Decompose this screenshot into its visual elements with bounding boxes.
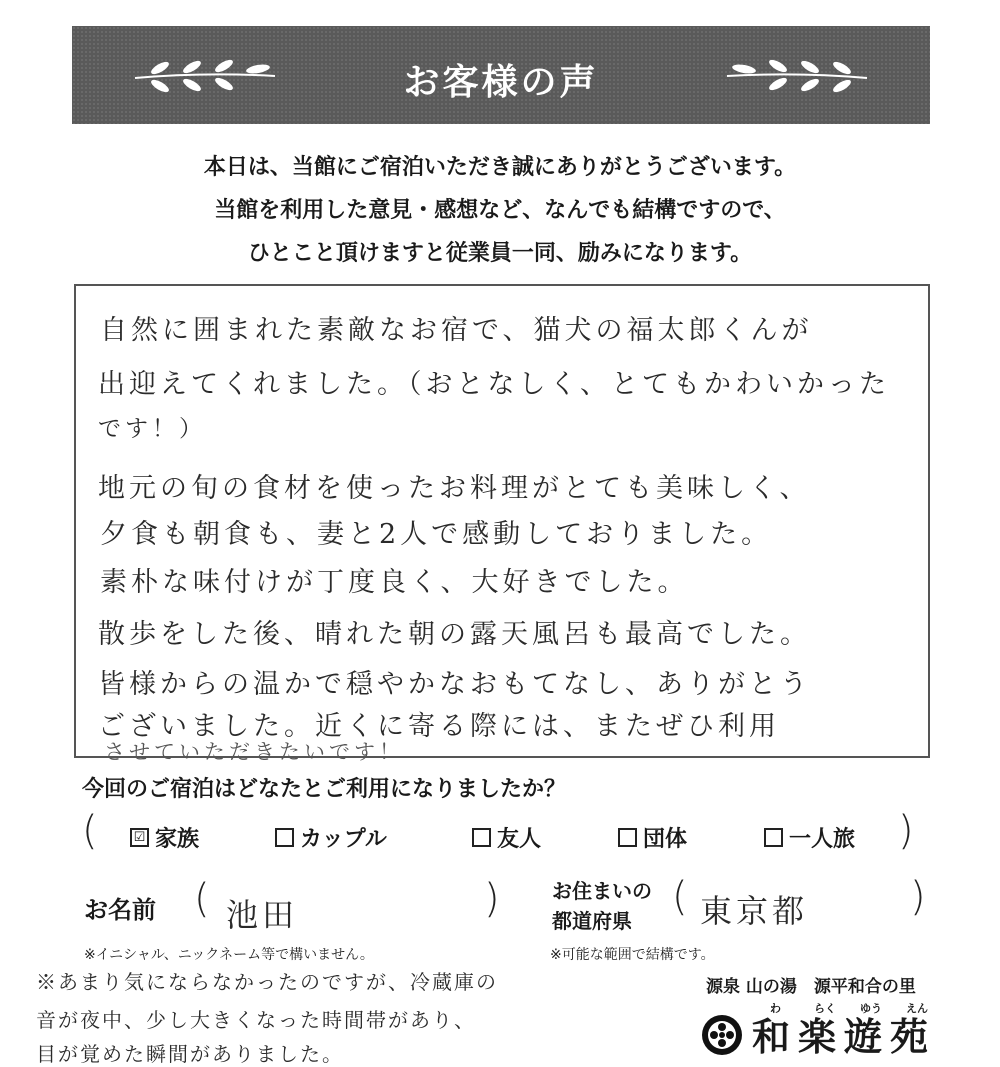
checkbox-solo[interactable] bbox=[764, 828, 783, 847]
paren-open: ( bbox=[82, 808, 98, 854]
comment-line: 出迎えてくれました。（おとなしく、とてもかわいかった bbox=[98, 369, 890, 400]
page-title: お客様の声 bbox=[403, 62, 599, 103]
comment-line: 自然に囲まれた素敵なお宿で、猫犬の福太郎くんが bbox=[100, 315, 813, 346]
name-note: ※イニシャル、ニックネーム等で構いません。 bbox=[84, 947, 374, 963]
option-friend[interactable] bbox=[472, 822, 541, 853]
option-solo-label: 一人旅 bbox=[789, 827, 856, 852]
name-value[interactable]: 池田 bbox=[226, 896, 299, 934]
residence-label-line-2: 都道府県 bbox=[552, 909, 632, 933]
intro-line-2: 当館を利用した意見・感想など、なんでも結構ですので、 bbox=[214, 198, 786, 223]
comment-line: 素朴な味付けが丁度良く、大好きでした。 bbox=[100, 567, 689, 598]
option-couple-label: カップル bbox=[300, 827, 387, 852]
residence-label-line-1: お住まいの bbox=[552, 879, 652, 903]
option-solo[interactable] bbox=[764, 822, 855, 853]
brand-subtitle: 源泉 山の湯 源平和合の里 bbox=[706, 977, 916, 997]
checkbox-family[interactable]: ☑ bbox=[130, 828, 149, 847]
option-family-label: 家族 bbox=[155, 827, 200, 852]
comment-line: させていただきたいです！ bbox=[104, 740, 404, 764]
brand-ruby: えん bbox=[906, 1002, 928, 1015]
intro-line-1: 本日は、当館にご宿泊いただき誠にありがとうございます。 bbox=[203, 155, 797, 180]
laurel-right-icon bbox=[722, 56, 872, 96]
checkbox-couple[interactable] bbox=[275, 828, 294, 847]
comment-line: 皆様からの温かで穏やかなおもてなし、ありがとう bbox=[98, 669, 811, 700]
family-crest-icon bbox=[700, 1013, 744, 1057]
extra-comment-line: 目が覚めた瞬間がありました。 bbox=[36, 1042, 344, 1066]
extra-comment-line: 音が夜中、少し大きくなった時間帯があり、 bbox=[36, 1008, 476, 1032]
residence-value[interactable]: 東京都 bbox=[700, 892, 809, 930]
option-group[interactable] bbox=[618, 822, 687, 853]
brand-ruby: わ bbox=[770, 1002, 781, 1015]
comment-line: 散歩をした後、晴れた朝の露天風呂も最高でした。 bbox=[98, 619, 811, 650]
option-group-label: 団体 bbox=[643, 827, 688, 852]
checkbox-group[interactable] bbox=[618, 828, 637, 847]
paren-open: ( bbox=[194, 876, 210, 922]
header-banner bbox=[72, 26, 930, 124]
brand-ruby: ゆう bbox=[860, 1002, 882, 1015]
brand-ruby: らく bbox=[814, 1002, 836, 1015]
paren-close: ) bbox=[898, 808, 914, 854]
option-friend-label: 友人 bbox=[497, 827, 542, 852]
companion-question: 今回のご宿泊はどなたとご利用になりましたか？ bbox=[82, 777, 567, 802]
name-label: お名前 bbox=[84, 896, 156, 924]
brand-logo-text: 和楽遊苑 bbox=[752, 1014, 937, 1059]
residence-note: ※可能な範囲で結構です。 bbox=[550, 947, 715, 963]
paren-close: ) bbox=[484, 876, 500, 922]
option-family[interactable] bbox=[130, 822, 199, 853]
extra-comment-line: ※あまり気にならなかったのですが、冷蔵庫の bbox=[36, 970, 498, 994]
comment-line: です！） bbox=[98, 416, 206, 442]
checkbox-friend[interactable] bbox=[472, 828, 491, 847]
intro-line-3: ひとこと頂けますと従業員一同、励みになります。 bbox=[247, 241, 753, 266]
paren-open: ( bbox=[672, 874, 688, 920]
comment-line: ございました。近くに寄る際には、またぜひ利用 bbox=[98, 711, 780, 742]
option-couple[interactable] bbox=[275, 822, 387, 853]
comment-line: 夕食も朝食も、妻と2人で感動しておりました。 bbox=[100, 519, 773, 550]
paren-close: ) bbox=[910, 874, 926, 920]
comment-line: 地元の旬の食材を使ったお料理がとても美味しく、 bbox=[98, 473, 811, 504]
